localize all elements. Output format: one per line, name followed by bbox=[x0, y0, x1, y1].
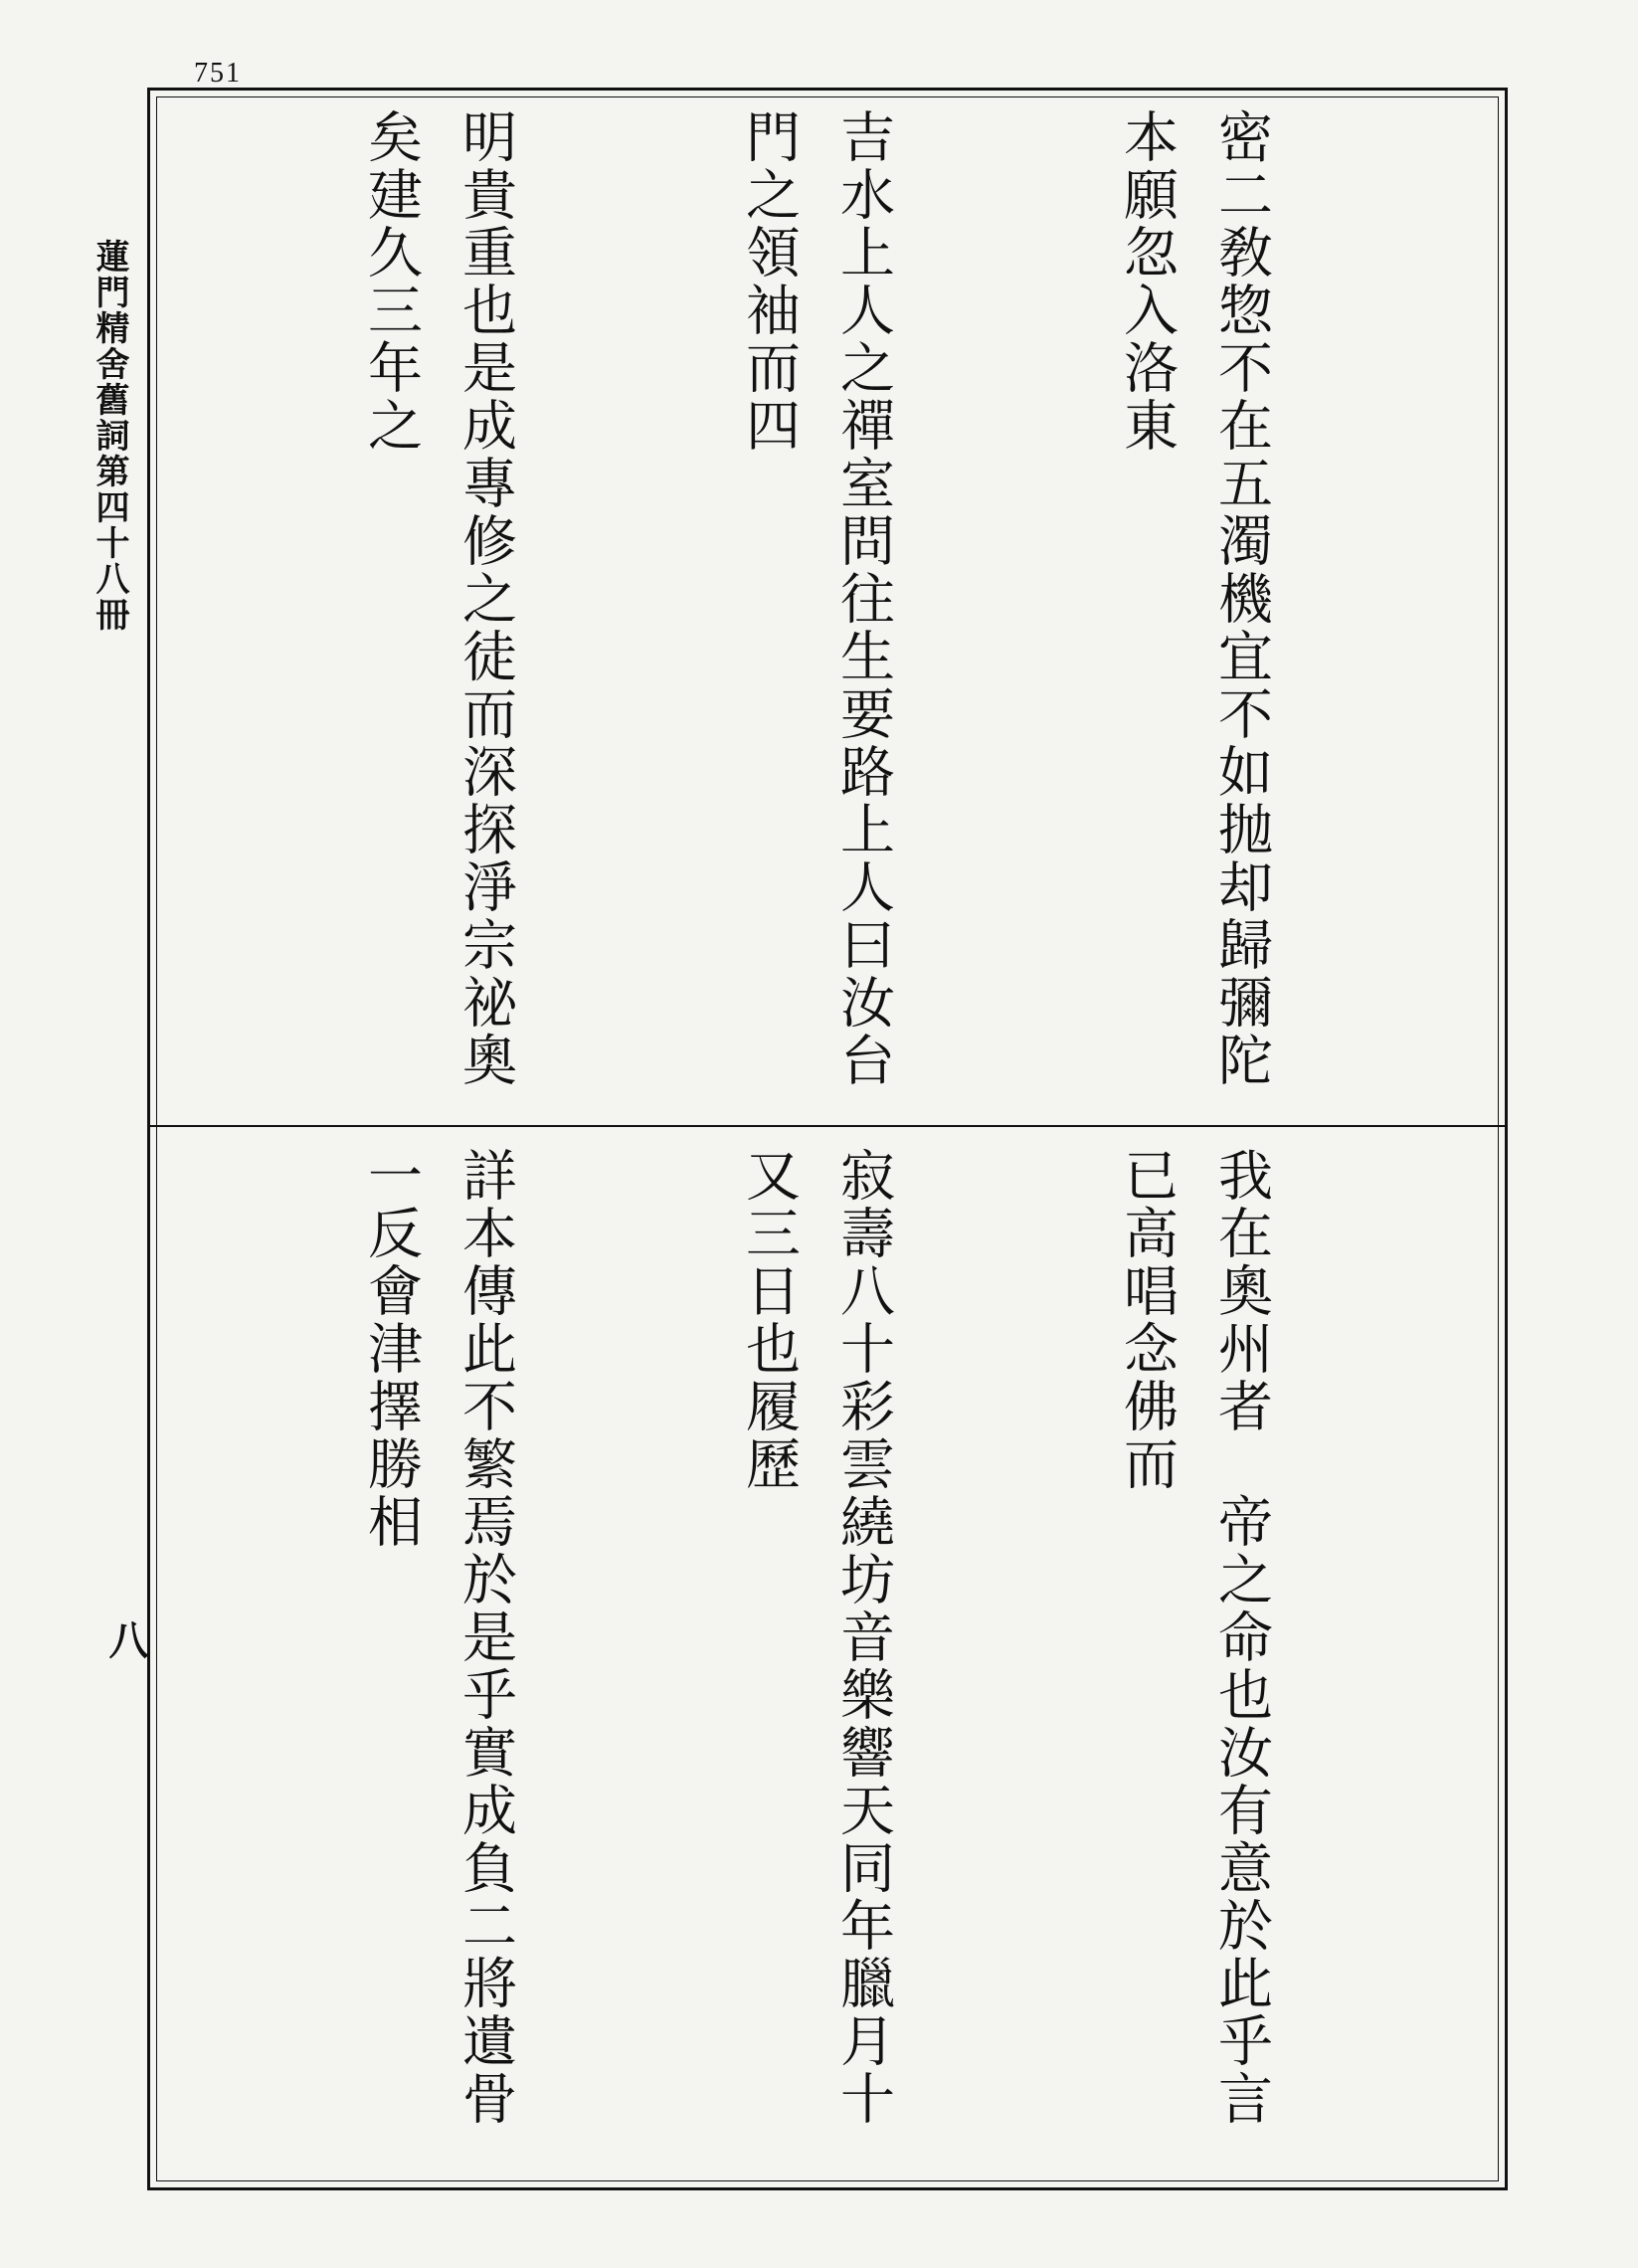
text-line: 詳本傳此不繁焉於是乎實成負二將遺骨一反會津擇勝相 bbox=[359, 1147, 517, 2128]
text-line: 密二敎惣不在五濁機宜不如抛却歸彌陀本願忽入洛東 bbox=[1115, 108, 1273, 1089]
leaf-number: 八 bbox=[102, 1619, 149, 1659]
text-line: 寂壽八十彩雲繞坊音樂響天同年臘月十又三日也履歷 bbox=[737, 1147, 895, 2128]
text-line: 明貴重也是成專修之徒而深探淨宗祕奧矣建久三年之 bbox=[359, 108, 517, 1089]
text-line: 吉水上人之禪室問往生要路上人曰汝台門之領袖而四 bbox=[737, 108, 895, 1089]
text-line: 我在奧州者 帝之命也汝有意於此乎言已高唱念佛而 bbox=[1115, 1147, 1273, 2128]
lower-text-block bbox=[178, 1147, 1477, 2162]
page-number: 751 bbox=[194, 58, 242, 89]
book-title: 蓮門精舍舊詞第四十八冊 bbox=[90, 239, 129, 633]
section-divider bbox=[150, 1125, 1505, 1127]
text-frame bbox=[147, 88, 1508, 2190]
upper-text-block bbox=[178, 108, 1477, 1107]
